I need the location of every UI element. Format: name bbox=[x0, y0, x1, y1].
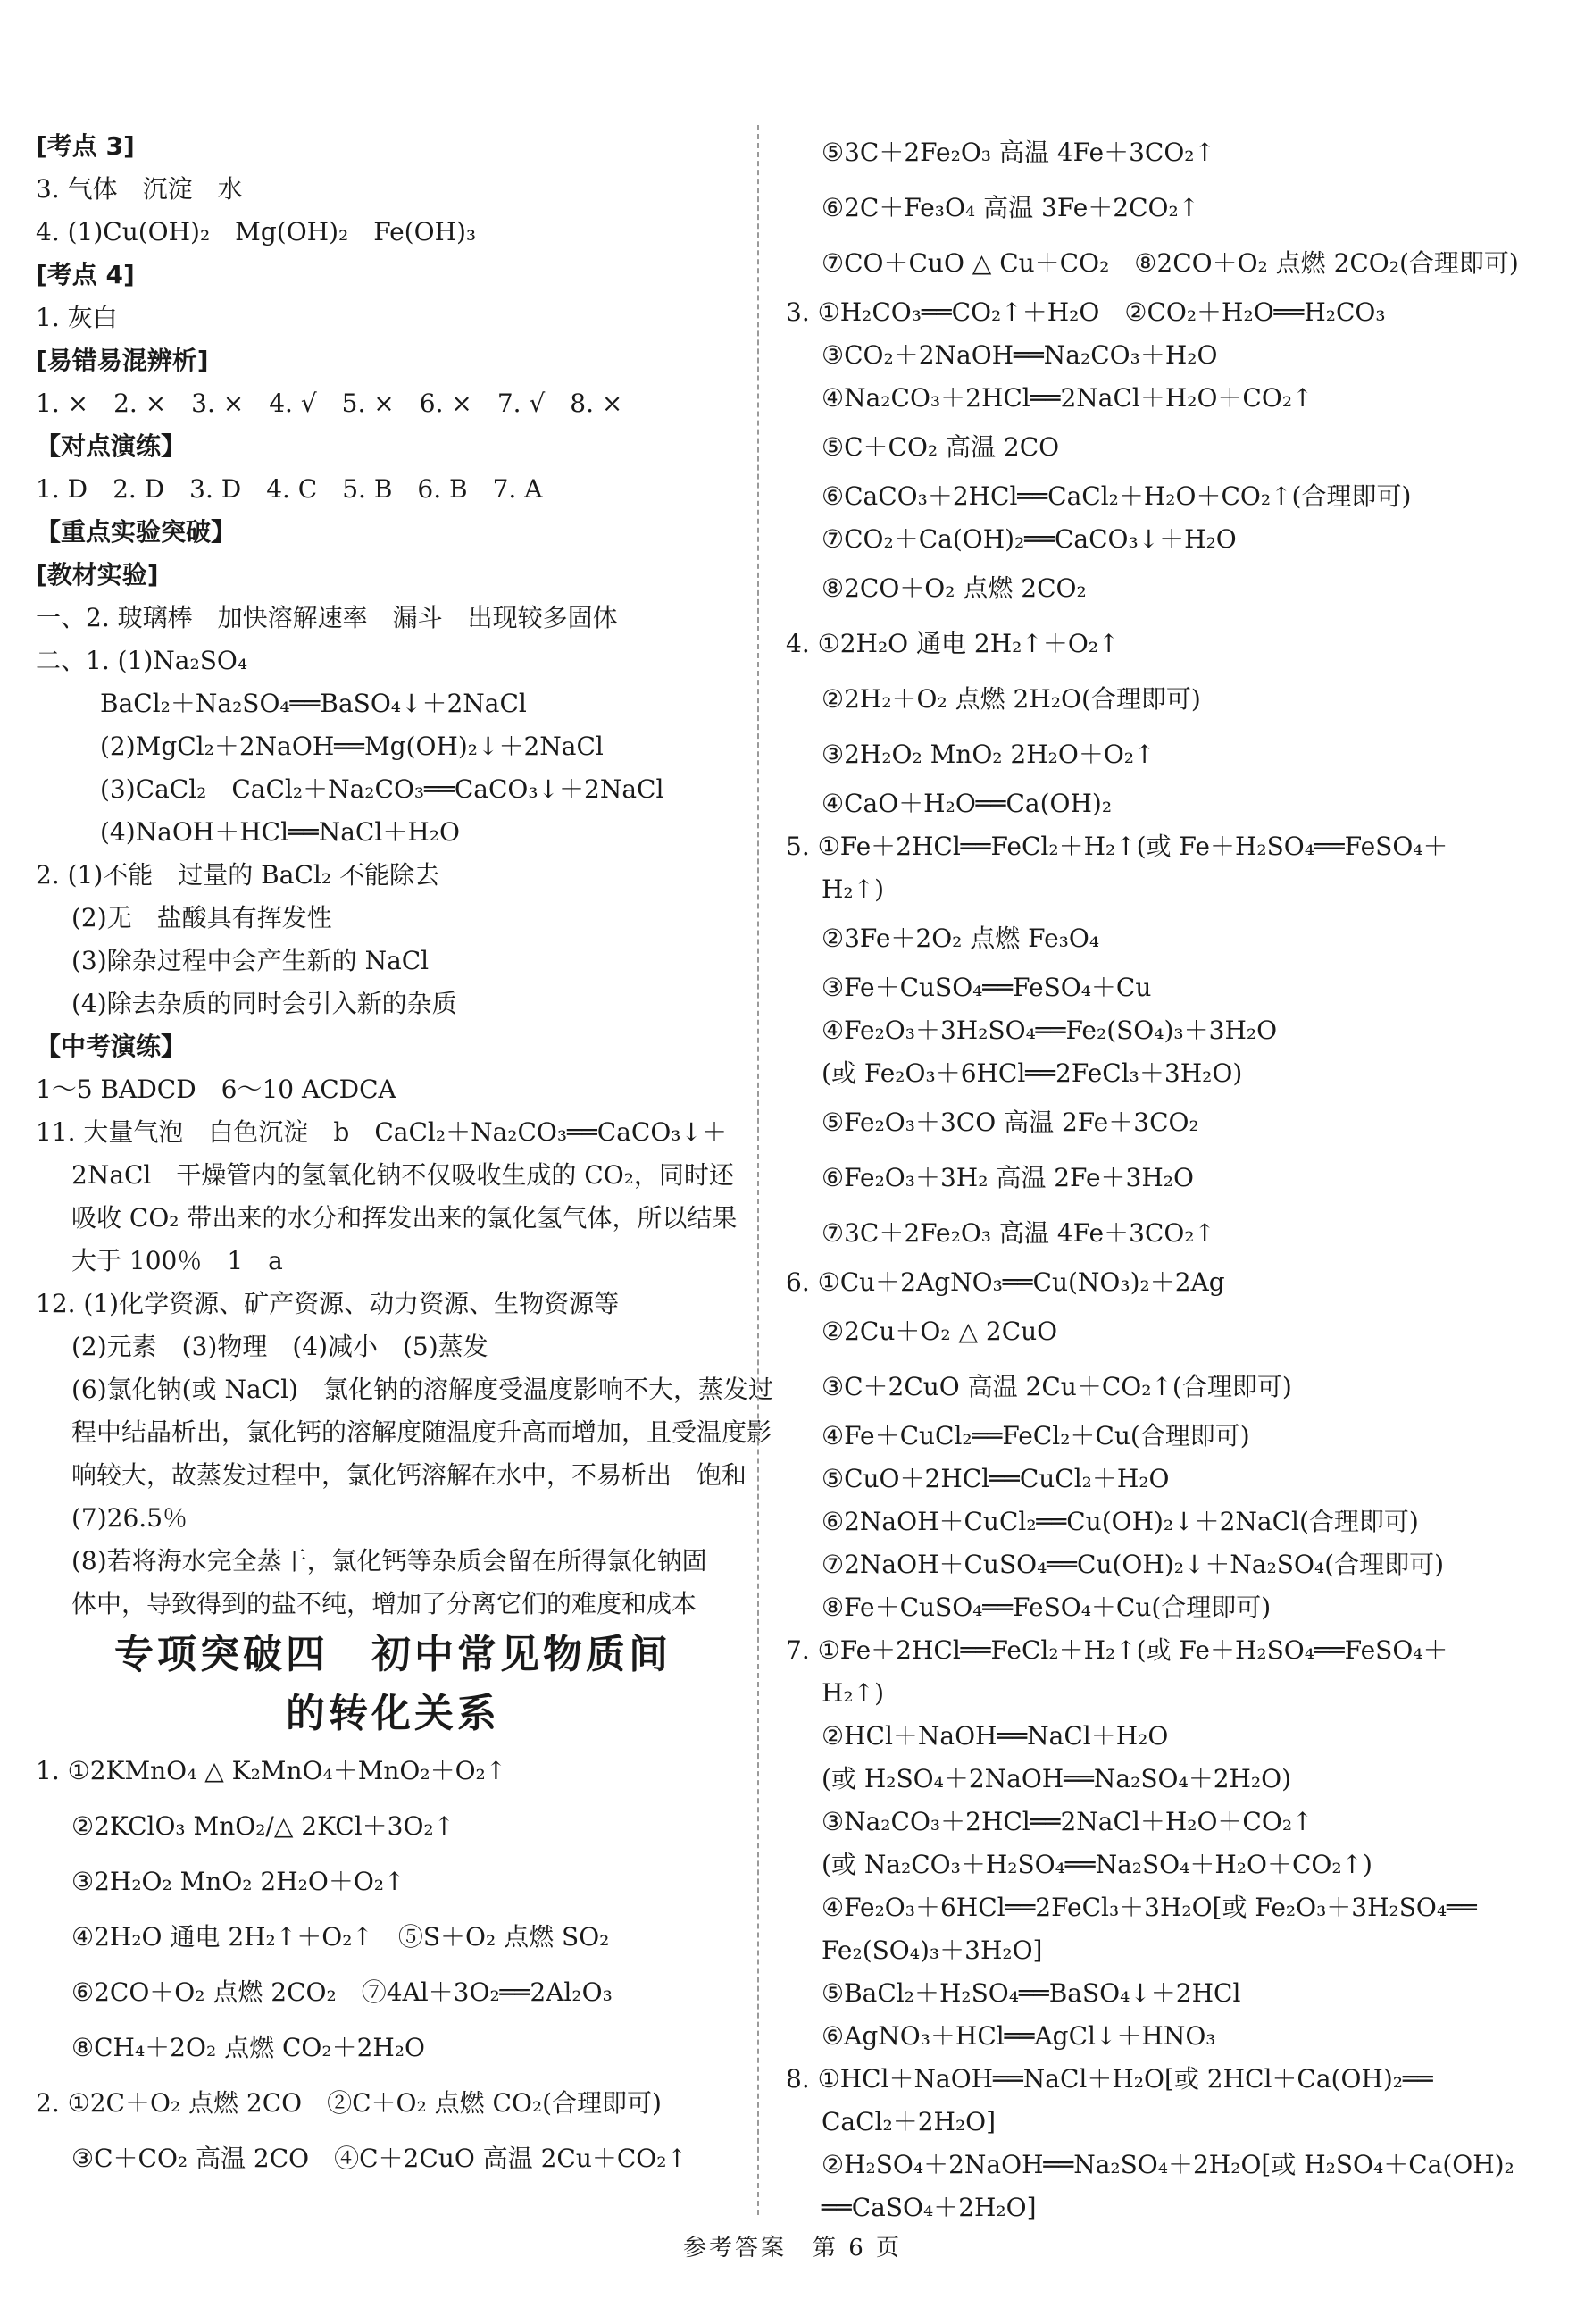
answer-line: ⑥CaCO₃＋2HCl══CaCl₂＋H₂O＋CO₂↑(合理即可) bbox=[822, 481, 1412, 511]
answer-line: (3)除杂过程中会产生新的 NaCl bbox=[71, 946, 430, 975]
answer-line: [考点 3] bbox=[36, 131, 135, 161]
answer-line: 2. (1)不能 过量的 BaCl₂ 不能除去 bbox=[36, 860, 439, 890]
answer-line: ⑤BaCl₂＋H₂SO₄══BaSO₄↓＋2HCl bbox=[822, 1978, 1241, 2008]
answer-line: (或 H₂SO₄＋2NaOH══Na₂SO₄＋2H₂O) bbox=[822, 1764, 1292, 1793]
answer-line: ⑥Fe₂O₃＋3H₂ 高温 2Fe＋3H₂O bbox=[822, 1163, 1194, 1192]
answer-line: ④Fe₂O₃＋6HCl══2FeCl₃＋3H₂O[或 Fe₂O₃＋3H₂SO₄══ bbox=[822, 1893, 1477, 1922]
answer-line: ③2H₂O₂ MnO₂ 2H₂O＋O₂↑ bbox=[822, 740, 1155, 769]
answer-line: [考点 4] bbox=[36, 260, 135, 289]
answer-line: 7. ①Fe＋2HCl══FeCl₂＋H₂↑(或 Fe＋H₂SO₄══FeSO₄＋ bbox=[786, 1635, 1448, 1665]
answer-line: H₂↑) bbox=[822, 874, 885, 904]
answer-line: 2NaCl 干燥管内的氢氧化钠不仅吸收生成的 CO₂，同时还 bbox=[71, 1160, 734, 1190]
answer-line: ②2H₂＋O₂ 点燃 2H₂O(合理即可) bbox=[822, 684, 1201, 714]
answer-line: (2)MgCl₂＋2NaOH══Mg(OH)₂↓＋2NaCl bbox=[100, 731, 604, 761]
answer-line: 【中考演练】 bbox=[36, 1032, 187, 1061]
answer-line: ⑦2NaOH＋CuSO₄══Cu(OH)₂↓＋Na₂SO₄(合理即可) bbox=[822, 1550, 1445, 1579]
answer-line: ⑥AgNO₃＋HCl══AgCl↓＋HNO₃ bbox=[822, 2021, 1216, 2051]
answer-line: ③Na₂CO₃＋2HCl══2NaCl＋H₂O＋CO₂↑ bbox=[822, 1807, 1314, 1836]
answer-line: ③Fe＋CuSO₄══FeSO₄＋Cu bbox=[822, 973, 1152, 1002]
answer-line: [教材实验] bbox=[36, 560, 159, 589]
answer-line: (4)除去杂质的同时会引入新的杂质 bbox=[71, 989, 457, 1018]
answer-line: ⑦3C＋2Fe₂O₃ 高温 4Fe＋3CO₂↑ bbox=[822, 1218, 1215, 1248]
answer-line: ④Fe₂O₃＋3H₂SO₄══Fe₂(SO₄)₃＋3H₂O bbox=[822, 1016, 1278, 1045]
answer-line: (2)无 盐酸具有挥发性 bbox=[71, 903, 332, 932]
section-title bbox=[36, 1626, 750, 1743]
answer-line: ④2H₂O 通电 2H₂↑＋O₂↑ ⑤S＋O₂ 点燃 SO₂ bbox=[71, 1922, 610, 1952]
answer-line: ④Na₂CO₃＋2HCl══2NaCl＋H₂O＋CO₂↑ bbox=[822, 383, 1314, 413]
right-answer-list bbox=[786, 125, 1527, 2229]
answer-line: (3)CaCl₂ CaCl₂＋Na₂CO₃══CaCO₃↓＋2NaCl bbox=[100, 774, 664, 804]
answer-line: ②3Fe＋2O₂ 点燃 Fe₃O₄ bbox=[822, 924, 1100, 953]
left-answer-list-continued bbox=[36, 1743, 750, 2186]
answer-line: (7)26.5％ bbox=[71, 1503, 188, 1533]
answer-line: ⑤3C＋2Fe₂O₃ 高温 4Fe＋3CO₂↑ bbox=[822, 138, 1215, 167]
answer-line: ③2H₂O₂ MnO₂ 2H₂O＋O₂↑ bbox=[71, 1867, 405, 1896]
answer-line: (2)元素 (3)物理 (4)减小 (5)蒸发 bbox=[71, 1332, 488, 1361]
answer-line: ⑥2NaOH＋CuCl₂══Cu(OH)₂↓＋2NaCl(合理即可) bbox=[822, 1507, 1419, 1536]
answer-line: ②HCl＋NaOH══NaCl＋H₂O bbox=[822, 1721, 1169, 1751]
answer-line: 11. 大量气泡 白色沉淀 b CaCl₂＋Na₂CO₃══CaCO₃↓＋ bbox=[36, 1117, 727, 1147]
answer-line: (4)NaOH＋HCl══NaCl＋H₂O bbox=[100, 817, 460, 847]
answer-line: 2. ①2C＋O₂ 点燃 2CO ②C＋O₂ 点燃 CO₂(合理即可) bbox=[36, 2088, 662, 2118]
answer-line: ②2Cu＋O₂ △ 2CuO bbox=[822, 1317, 1058, 1346]
answer-line: CaCl₂＋2H₂O] bbox=[822, 2107, 997, 2136]
section-title-line-2: 的转化关系 bbox=[286, 1691, 500, 1736]
left-answer-list bbox=[36, 125, 773, 1626]
answer-line: 1. ①2KMnO₄ △ K₂MnO₄＋MnO₂＋O₂↑ bbox=[36, 1756, 507, 1785]
answer-line: ⑥2C＋Fe₃O₄ 高温 3Fe＋2CO₂↑ bbox=[822, 193, 1200, 222]
answer-line: ⑤C＋CO₂ 高温 2CO bbox=[822, 432, 1060, 462]
answer-line: ⑥2CO＋O₂ 点燃 2CO₂ ⑦4Al＋3O₂══2Al₂O₃ bbox=[71, 1977, 613, 2007]
answer-line: ══CaSO₄＋2H₂O] bbox=[822, 2193, 1037, 2222]
answer-line: ②H₂SO₄＋2NaOH══Na₂SO₄＋2H₂O[或 H₂SO₄＋Ca(OH)₂ bbox=[822, 2150, 1514, 2179]
answer-line: 6. ①Cu＋2AgNO₃══Cu(NO₃)₂＋2Ag bbox=[786, 1267, 1225, 1297]
answer-line: ④CaO＋H₂O══Ca(OH)₂ bbox=[822, 789, 1113, 818]
answer-line: 体中，导致得到的盐不纯，增加了分离它们的难度和成本 bbox=[71, 1589, 697, 1618]
answer-line: ⑧CH₄＋2O₂ 点燃 CO₂＋2H₂O bbox=[71, 2033, 425, 2062]
answer-line: 【重点实验突破】 bbox=[36, 517, 237, 547]
answer-line: 8. ①HCl＋NaOH══NaCl＋H₂O[或 2HCl＋Ca(OH)₂══ bbox=[786, 2064, 1433, 2094]
answer-line: 4. ①2H₂O 通电 2H₂↑＋O₂↑ bbox=[786, 629, 1120, 658]
answer-line: 一、2. 玻璃棒 加快溶解速率 漏斗 出现较多固体 bbox=[36, 603, 618, 632]
answer-line: 响较大，故蒸发过程中，氯化钙溶解在水中，不易析出 饱和 bbox=[71, 1460, 747, 1490]
answer-line: 1. 灰白 bbox=[36, 303, 118, 332]
answer-line: [易错易混辨析] bbox=[36, 346, 209, 375]
answer-line: H₂↑) bbox=[822, 1678, 885, 1708]
answer-line: 程中结晶析出，氯化钙的溶解度随温度升高而增加，且受温度影 bbox=[71, 1417, 772, 1447]
answer-line: ⑤CuO＋2HCl══CuCl₂＋H₂O bbox=[822, 1464, 1170, 1493]
answer-line: 大于 100％ 1 a bbox=[71, 1246, 283, 1275]
answer-line: 1～5 BADCD 6～10 ACDCA bbox=[36, 1074, 396, 1104]
answer-line: (或 Fe₂O₃＋6HCl══2FeCl₃＋3H₂O) bbox=[822, 1058, 1243, 1088]
answer-line: (8)若将海水完全蒸干，氯化钙等杂质会留在所得氯化钠固 bbox=[71, 1546, 707, 1576]
answer-line: 1. × 2. × 3. × 4. √ 5. × 6. × 7. √ 8. × bbox=[36, 389, 623, 418]
answer-line: Fe₂(SO₄)₃＋3H₂O] bbox=[822, 1935, 1043, 1965]
answer-line: ③C＋CO₂ 高温 2CO ④C＋2CuO 高温 2Cu＋CO₂↑ bbox=[71, 2144, 688, 2173]
answer-line: ③CO₂＋2NaOH══Na₂CO₃＋H₂O bbox=[822, 340, 1218, 370]
answer-line: 3. ①H₂CO₃══CO₂↑＋H₂O ②CO₂＋H₂O══H₂CO₃ bbox=[786, 297, 1386, 327]
answer-line: ⑧2CO＋O₂ 点燃 2CO₂ bbox=[822, 573, 1087, 603]
answer-line: (或 Na₂CO₃＋H₂SO₄══Na₂SO₄＋H₂O＋CO₂↑) bbox=[822, 1850, 1372, 1879]
answer-line: 二、1. (1)Na₂SO₄ bbox=[36, 646, 248, 675]
answer-line: ⑦CO₂＋Ca(OH)₂══CaCO₃↓＋H₂O bbox=[822, 524, 1237, 554]
answer-line: 4. (1)Cu(OH)₂ Mg(OH)₂ Fe(OH)₃ bbox=[36, 217, 477, 247]
answer-line: BaCl₂＋Na₂SO₄══BaSO₄↓＋2NaCl bbox=[100, 689, 527, 718]
column-divider bbox=[757, 125, 759, 2215]
answer-line: 【对点演练】 bbox=[36, 431, 187, 461]
answer-line: 吸收 CO₂ 带出来的水分和挥发出来的氯化氢气体，所以结果 bbox=[71, 1203, 738, 1233]
answer-line: ②2KClO₃ MnO₂/△ 2KCl＋3O₂↑ bbox=[71, 1811, 455, 1841]
section-title-line-1: 专项突破四 初中常见物质间 bbox=[114, 1632, 672, 1677]
answer-line: (6)氯化钠(或 NaCl) 氯化钠的溶解度受温度影响不大，蒸发过 bbox=[71, 1375, 773, 1404]
answer-line: 5. ①Fe＋2HCl══FeCl₂＋H₂↑(或 Fe＋H₂SO₄══FeSO₄＋ bbox=[786, 832, 1448, 861]
answer-line: ⑦CO＋CuO △ Cu＋CO₂ ⑧2CO＋O₂ 点燃 2CO₂(合理即可) bbox=[822, 248, 1519, 278]
answer-line: ③C＋2CuO 高温 2Cu＋CO₂↑(合理即可) bbox=[822, 1372, 1292, 1401]
answer-line: ④Fe＋CuCl₂══FeCl₂＋Cu(合理即可) bbox=[822, 1421, 1250, 1450]
answer-line: 12. (1)化学资源、矿产资源、动力资源、生物资源等 bbox=[36, 1289, 620, 1318]
right-column bbox=[786, 125, 1527, 2229]
page-footer: 参考答案 第 6 页 bbox=[682, 2235, 903, 2261]
answer-line: ⑤Fe₂O₃＋3CO 高温 2Fe＋3CO₂ bbox=[822, 1108, 1199, 1137]
left-column bbox=[36, 125, 773, 2186]
answer-line: 1. D 2. D 3. D 4. C 5. B 6. B 7. A bbox=[36, 474, 543, 504]
answer-line: ⑧Fe＋CuSO₄══FeSO₄＋Cu(合理即可) bbox=[822, 1593, 1272, 1622]
answer-line: 3. 气体 沉淀 水 bbox=[36, 174, 243, 204]
